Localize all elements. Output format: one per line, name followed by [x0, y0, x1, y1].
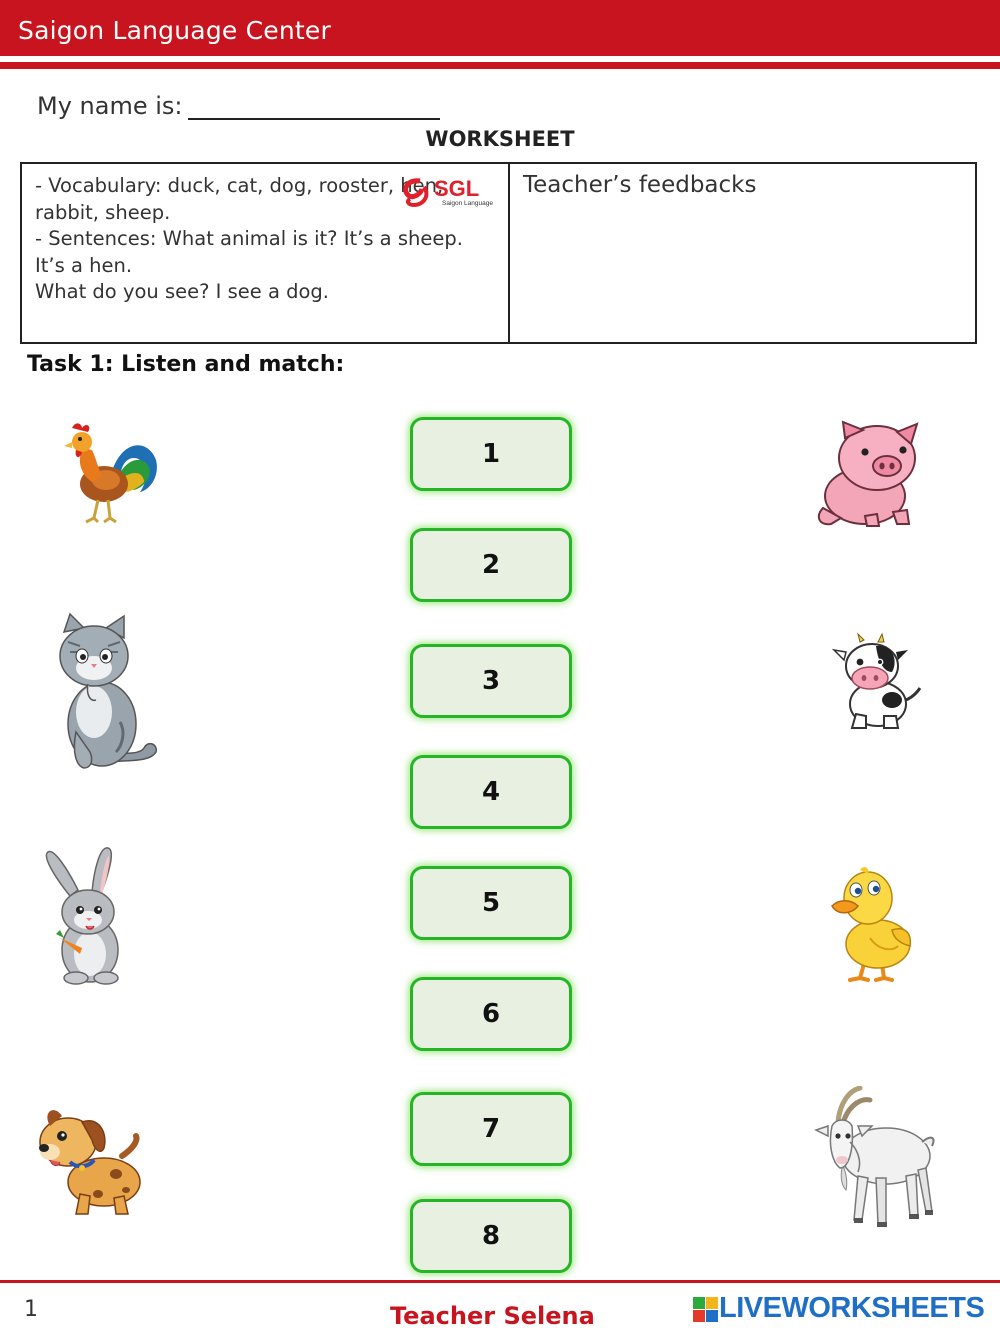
- match-box-5[interactable]: 5: [410, 866, 572, 940]
- cow-icon[interactable]: [832, 632, 924, 732]
- name-label: My name is:: [37, 92, 183, 120]
- footer-divider: [0, 1280, 1000, 1283]
- logo-text: SGL: [434, 176, 480, 201]
- feedback-title: Teacher’s feedbacks: [523, 172, 757, 198]
- sentences-text: - Sentences: What animal is it? It’s a sheep.: [35, 227, 463, 251]
- rabbit-icon[interactable]: [42, 846, 134, 988]
- match-box-7[interactable]: 7: [410, 1092, 572, 1166]
- task-1-title: Task 1: Listen and match:: [27, 352, 345, 377]
- header-bar: [0, 0, 1000, 56]
- cat-icon[interactable]: [50, 612, 162, 776]
- worksheet-title: WORKSHEET: [425, 127, 575, 151]
- pig-icon[interactable]: [815, 420, 925, 528]
- sentence-line: What do you see? I see a dog.: [35, 280, 330, 304]
- lesson-info-box: [20, 162, 510, 344]
- match-box-6[interactable]: 6: [410, 977, 572, 1051]
- dog-icon[interactable]: [36, 1102, 144, 1218]
- match-box-2[interactable]: 2: [410, 528, 572, 602]
- vocabulary-text: - Vocabulary: duck, cat, dog, rooster, hen, rabbit, sheep.: [35, 174, 444, 224]
- match-box-1[interactable]: 1: [410, 417, 572, 491]
- duck-icon[interactable]: [830, 866, 914, 984]
- sgl-swoosh-icon: [400, 177, 436, 209]
- liveworksheets-text: LIVEWORKSHEETS: [719, 1292, 985, 1324]
- match-box-3[interactable]: 3: [410, 644, 572, 718]
- rooster-icon[interactable]: [58, 418, 162, 526]
- center-name: Saigon Language Center: [18, 16, 331, 45]
- header-divider: [0, 62, 1000, 69]
- feedback-box: [508, 162, 977, 344]
- teacher-name: Teacher Selena: [390, 1302, 595, 1330]
- page-number: 1: [24, 1297, 38, 1322]
- sentence-line: It’s a hen.: [35, 253, 133, 277]
- liveworksheets-icon: [693, 1297, 719, 1323]
- logo-subtitle: Saigon Language: [442, 200, 493, 207]
- match-box-8[interactable]: 8: [410, 1199, 572, 1273]
- name-input-line[interactable]: [188, 118, 440, 120]
- match-box-4[interactable]: 4: [410, 755, 572, 829]
- goat-icon[interactable]: [814, 1086, 940, 1228]
- sgl-logo: [400, 176, 500, 210]
